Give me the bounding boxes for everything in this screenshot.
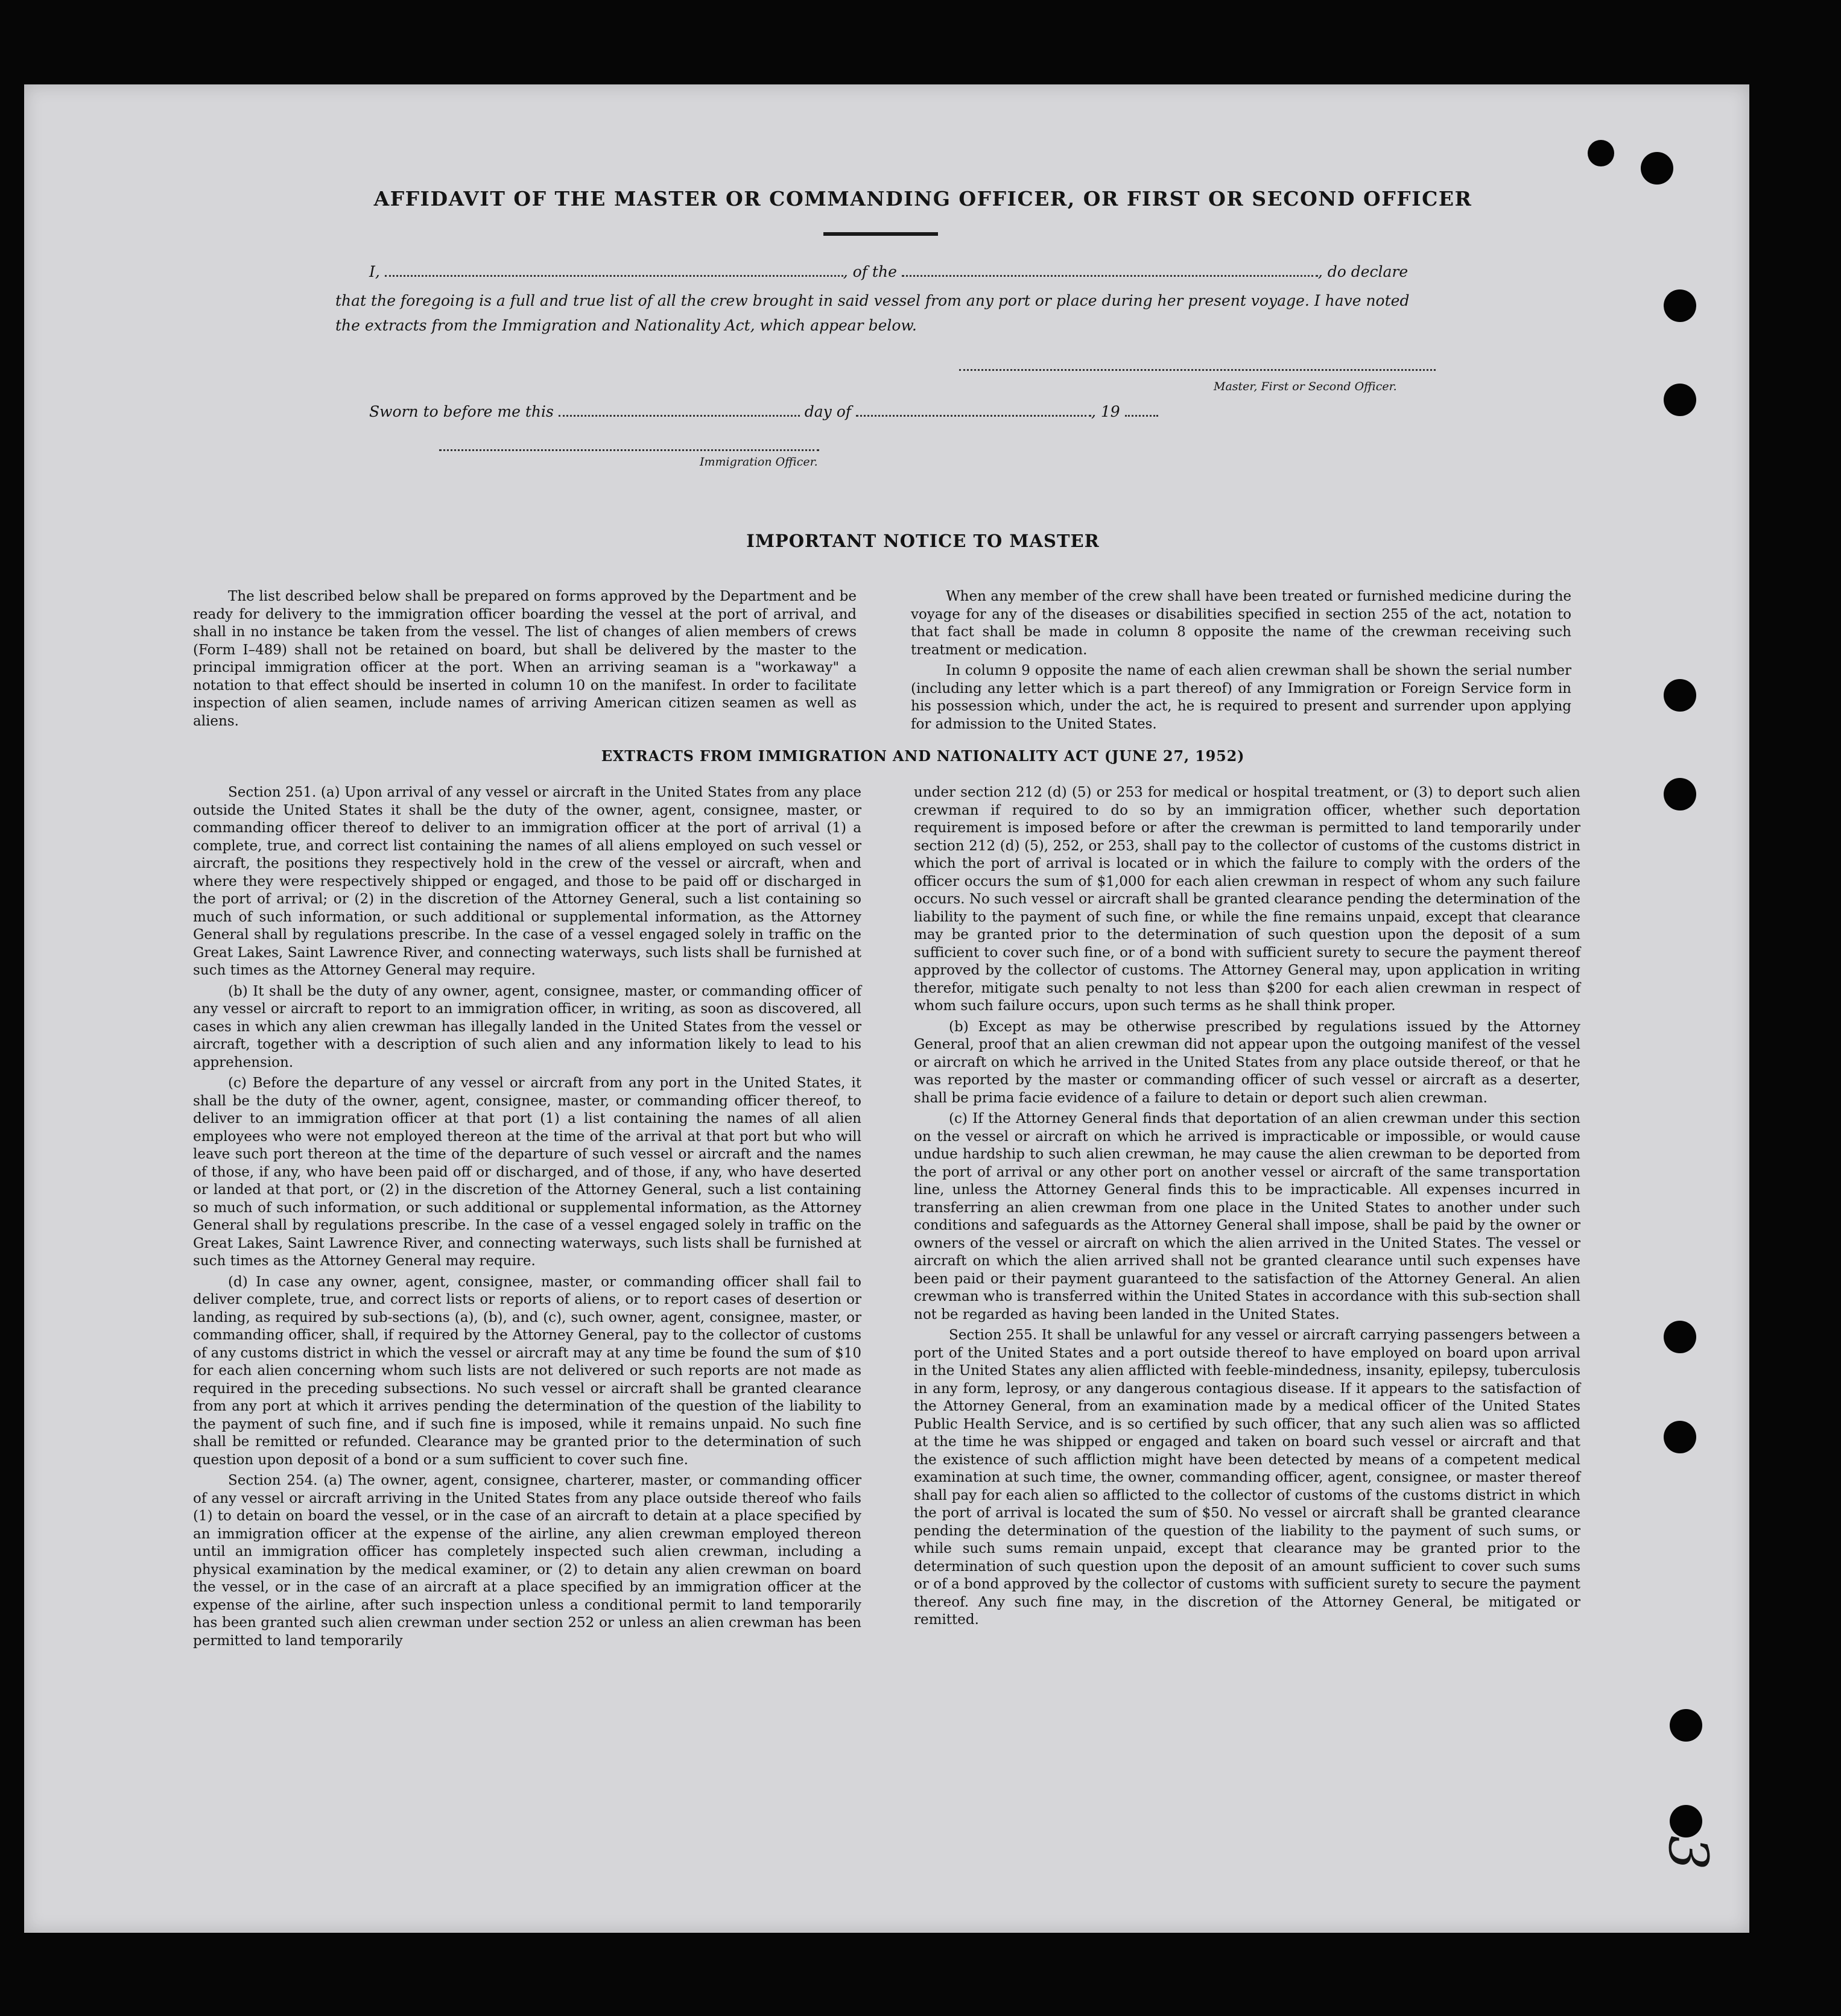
punch-hole [1670,1709,1702,1742]
name-blank[interactable] [385,264,843,277]
label-sworn: Sworn to before me this [369,403,554,420]
notice-right-column [911,588,1571,736]
label-year: , 19 [1091,403,1120,420]
officer-signature-line[interactable] [439,449,819,451]
vessel-blank[interactable] [902,264,1318,277]
punch-hole [1670,1805,1702,1837]
extracts-left-column [193,784,861,1653]
punch-hole [1664,289,1696,322]
notice-paragraph: When any member of the crew shall have been treated or furnished medicine during the voyage for any of the diseases or disabilities specified in section 255 of the act, notation to that fact shall be made in column 8 opposite the name of the crewman receiving such treatment or medication. [911,589,1571,658]
master-signature-line[interactable] [959,369,1436,371]
act-section-paragraph: (d) In case any owner, agent, consignee, master, or commanding officer shall fail to deliver complete, true, and correct lists or reports of aliens, or to report cases of desertion or landing, as required by sub-sections (a), (b), and (c), such owner, agent, consignee, master, or commanding officer, shall, if required by the Attorney General, pay to the collector of customs of any customs district in which the vessel or aircraft may at any time be found the sum of $10 for each alien concerning whom such lists are not delivered or such reports are not made as required in the preceding subsections. No such vessel or aircraft shall be granted clearance from any port at which it arrives pending the determination of the question of the liability to the payment of such fine, and if such fine is imposed, while it remains unpaid. No such fine shall be remitted or refunded. Clearance may be granted prior to the determination of such question upon deposit of a bond or a sum sufficient to cover such fine. [193,1274,861,1468]
label-day-of: day of [804,403,852,420]
sworn-year-blank[interactable] [1125,404,1158,417]
notice-paragraph: In column 9 opposite the name of each alien crewman shall be shown the serial number (including any letter which is a part thereof) of any Immigration or Foreign Service form in his possession which, under the act, he is required to present and surrender upon applying for admission to the United States. [911,663,1571,732]
act-section-paragraph: Section 255. It shall be unlawful for any vessel or aircraft carrying passengers between a port of the United States and a port outside thereof to have employed on board upon arrival in the United States any alien afflicted with feeble-mindedness, insanity, epilepsy, tuberculosis in any form, leprosy, or any dangerous contagious disease. If it appears to the satisfaction of the Attorney General, from an examination made by a medical officer of the United States Public Health Service, and is so certified by such officer, that any such alien was so afflicted at the time he was shipped or engaged and taken on board such vessel or aircraft and that the existence of such affliction might have been detected by means of a competent medical examination at such time, the owner, commanding officer, agent, consignee, or master thereof shall pay for each alien so afflicted to the collector of customs of the customs district in which the port of arrival is located the sum of $50. No vessel or aircraft shall be granted clearance pending the determination of the question of the liability to the payment of such sums, or while such sums remain unpaid, except that clearance may be granted prior to the determination of such question upon the deposit of an amount sufficient to cover such sums or of a bond approved by the collector of customs with sufficient surety to secure the payment thereof. Any such fine may, in the discretion of the Attorney General, be mitigated or remitted. [914,1327,1580,1628]
punch-hole [1664,384,1696,416]
punch-hole [1664,778,1696,811]
act-section-paragraph: (c) Before the departure of any vessel or aircraft from any port in the United States, it shall be the duty of the owner, agent, consignee, master, or commanding officer thereof, to deliver to an immigration officer at that port (1) a list containing the names of all alien employees who were not employed thereon at the time of the arrival at that port but who will leave such port thereon at the time of the departure of such vessel or aircraft and the names of those, if any, who have been paid off or discharged, and of those, if any, who have deserted or landed at that port, or (2) in the discretion of the Attorney General, such a list containing so much of such information, or such additional or supplemental information, as the Attorney General shall by regulations prescribe. In the case of a vessel engaged solely in traffic on the Great Lakes, Saint Lawrence River, and connecting waterways, such lists shall be furnished at such times as the Attorney General may require. [193,1075,861,1269]
act-section-paragraph: (c) If the Attorney General finds that deportation of an alien crewman under this section on the vessel or aircraft on which he arrived is impracticable or impossible, or would cause undue hardship to such alien crewman, he may cause the alien crewman to be deported from the port of arrival or any other port on another vessel or aircraft of the same transportation line, unless the Attorney General finds this to be impracticable. All expenses incurred in transferring an alien crewman from one place in the United States to another under such conditions and safeguards as the Attorney General shall impose, shall be paid by the owner or owners of the vessel or aircraft on which the alien arrived in the United States. The vessel or aircraft on which the alien arrived shall not be granted clearance until such expenses have been paid or their payment guaranteed to the satisfaction of the Attorney General. An alien crewman who is transferred within the United States in accordance with this sub-section shall not be regarded as having been landed in the United States. [914,1111,1580,1322]
extracts-right-column [914,784,1580,1632]
sworn-month-blank[interactable] [856,404,1091,417]
page-title: AFFIDAVIT OF THE MASTER OR COMMANDING OFFICER, OR FIRST OR SECOND OFFICER [373,187,1472,210]
label-i: I, [369,263,380,280]
act-section-paragraph: Section 251. (a) Upon arrival of any vessel or aircraft in the United States from any place outside the United States it shall be the duty of the owner, agent, consignee, master, or commanding officer thereof to deliver to an immigration officer at the port of arrival (1) a complete, true, and correct list containing the names of all aliens employed on such vessel or aircraft, the positions they respectively hold in the crew of the vessel or aircraft, when and where they were respectively shipped or engaged, and those to be paid off or discharged in the port of arrival; or (2) in the discretion of the Attorney General, such a list containing so much of such information, or such additional or supplemental information, as the Attorney General shall by regulations prescribe. In the case of a vessel engaged solely in traffic on the Great Lakes, Saint Lawrence River, and connecting waterways, such lists shall be furnished at such times as the Attorney General may require. [193,785,861,978]
punch-hole [1641,152,1673,185]
notice-heading: IMPORTANT NOTICE TO MASTER [746,531,1100,551]
officer-caption: Immigration Officer. [700,455,818,469]
punch-hole [1664,1421,1696,1453]
punch-hole [1664,1321,1696,1353]
notice-left-column [193,588,857,733]
act-section-paragraph: (b) Except as may be otherwise prescribed by regulations issued by the Attorney General, proof that an alien crewman did not appear upon the outgoing manifest of the vessel or aircraft on which he arrived in the United States from any place outside thereof, or that he was reported by the master or commanding officer of such vessel or aircraft as a deserter, shall be prima facie evidence of a failure to detain or deport such alien crewman. [914,1019,1580,1106]
extracts-heading: EXTRACTS FROM IMMIGRATION AND NATIONALITY ACT (JUNE 27, 1952) [601,747,1245,765]
sworn-line [369,403,1158,420]
sworn-day-blank[interactable] [559,404,800,417]
label-of-the: , of the [843,263,897,280]
declaration-line-1 [369,263,1408,280]
label-do-declare: , do declare [1317,263,1408,280]
punch-hole [1664,679,1696,712]
act-section-paragraph: Section 254. (a) The owner, agent, consignee, charterer, master, or commanding officer of any vessel or aircraft arriving in the United States from any place outside thereof who fails (1) to detain on board the vessel, or in the case of an aircraft to detain at a place specified by an immigration officer at the expense of the airline, any alien crewman employed thereon until an immigration officer has completely inspected such alien crewman, including a physical examination by the medical examiner, or (2) to detain any alien crewman on board the vessel, or in the case of an aircraft at a place specified by an immigration officer at the expense of the airline, after such inspection unless a conditional permit to land temporarily has been granted such alien crewman under section 252 or unless an alien crewman has been permitted to land temporarily [193,1473,861,1649]
declaration-line-2: that the foregoing is a full and true list of all the crew brought in said vessel from any port or place during her present voyage. I have noted [335,292,1410,309]
title-underline [823,232,938,236]
act-section-paragraph: (b) It shall be the duty of any owner, agent, consignee, master, or commanding officer of any vessel or aircraft to report to an immigration officer, in writing, as soon as discovered, all cases in which any alien crewman has illegally landed in the United States from the vessel or aircraft, together with a description of such alien and any information likely to lead to his apprehension. [193,983,861,1070]
declaration-line-3: the extracts from the Immigration and Nationality Act, which appear below. [335,317,917,334]
act-section-paragraph: under section 212 (d) (5) or 253 for medical or hospital treatment, or (3) to deport such alien crewman if required to do so by an immigration officer, whether such deportation requirement is imposed before or after the crewman is permitted to land temporarily under section 212 (d) (5), 252, or 253, shall pay to the collector of customs of the customs district in which the port of arrival is located or in which the failure to comply with the orders of the officer occurs the sum of $1,000 for each alien crewman in respect of whom any such failure occurs. No such vessel or aircraft shall be granted clearance pending the determination of the liability to the payment of such fine, or while the fine remains unpaid, except that clearance may be granted prior to the determination of such question upon the deposit of a sum sufficient to cover such fine, or of a bond with sufficient surety to secure the payment thereof approved by the collector of customs. The Attorney General may, upon application in writing therefor, mitigate such penalty to not less than $200 for each alien crewman in respect of whom such failure occurs, upon such terms as he shall think proper. [914,785,1580,1014]
notice-paragraph: The list described below shall be prepared on forms approved by the Department and be ready for delivery to the immigration officer boarding the vessel at the port of arrival, and shall in no instance be taken from the vessel. The list of changes of alien members of crews (Form I–489) shall not be retained on board, but shall be delivered by the master to the principal immigration officer at the port. When an arriving seaman is a "workaway" a notation to that effect should be inserted in column 10 on the manifest. In order to facilitate inspection of alien seamen, include names of arriving American citizen seamen as well as aliens. [193,589,857,729]
master-caption: Master, First or Second Officer. [1214,380,1397,393]
punch-hole [1588,140,1614,166]
handwritten-page-mark: 3 [1656,1835,1720,1871]
